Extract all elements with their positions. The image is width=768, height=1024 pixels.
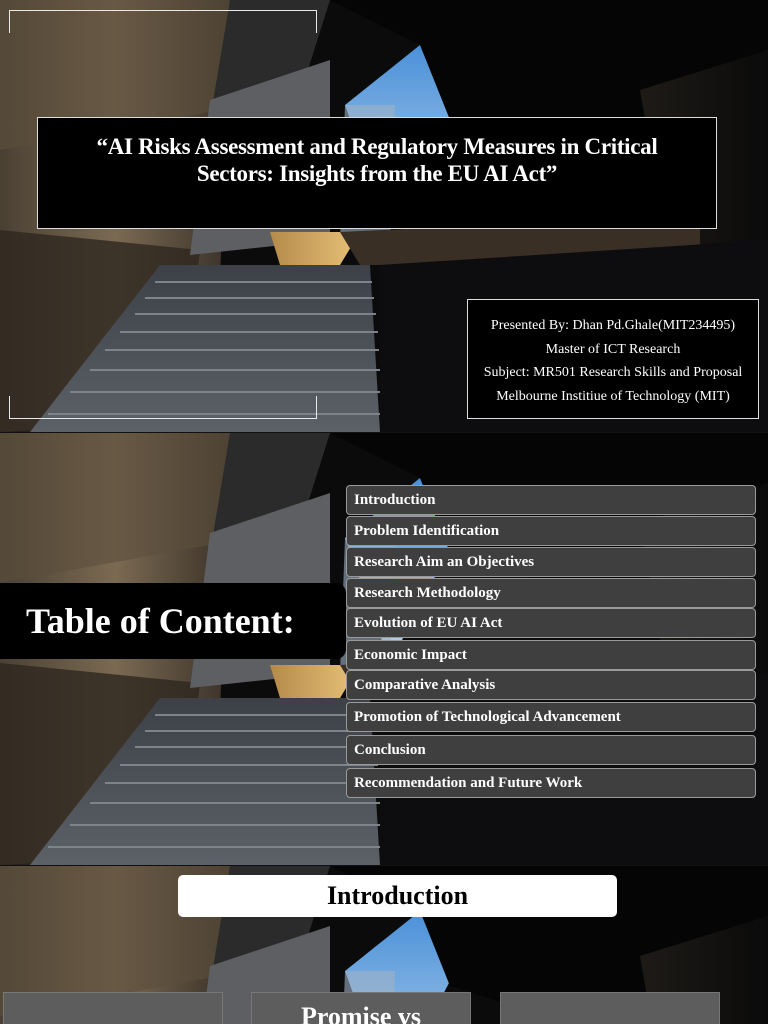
degree-program: Master of ICT Research [545,341,681,357]
presentation-title: “AI Risks Assessment and Regulatory Measures in Critical Sectors: Insights from the EU AI Act” [96,134,658,186]
toc-heading-box [0,583,346,659]
toc-item-problem-identification[interactable]: Problem Identification [346,516,756,546]
introduction-heading-box [178,875,617,917]
title-box [37,117,717,229]
toc-item-technological-advancement[interactable]: Promotion of Technological Advancement [346,702,756,732]
introduction-slide [0,866,768,1024]
toc-item-conclusion[interactable]: Conclusion [346,735,756,765]
toc-item-comparative-analysis[interactable]: Comparative Analysis [346,670,756,700]
toc-heading: Table of Content: [26,601,295,641]
toc-item-recommendation[interactable]: Recommendation and Future Work [346,768,756,798]
intro-card-middle-text: Promise vs [300,1002,422,1024]
institution-line: Melbourne Institiue of Technology (MIT) [496,388,730,404]
presenter-info-box [467,299,759,419]
intro-card-right [500,992,720,1024]
introduction-heading: Introduction [326,881,469,910]
toc-item-research-methodology[interactable]: Research Methodology [346,578,756,608]
toc-item-introduction[interactable]: Introduction [346,485,756,515]
decorative-frame-top [9,10,317,33]
intro-card-middle [251,992,471,1024]
subject-line: Subject: MR501 Research Skills and Proposal [483,365,743,380]
table-of-content-slide [0,433,768,865]
presenter-name: Presented By: Dhan Pd.Ghale(MIT234495) [490,318,736,333]
title-slide [0,0,768,432]
decorative-frame-bottom [9,396,317,419]
toc-item-evolution-eu-ai-act[interactable]: Evolution of EU AI Act [346,608,756,638]
toc-item-economic-impact[interactable]: Economic Impact [346,640,756,670]
intro-card-left [3,992,223,1024]
toc-item-research-aim[interactable]: Research Aim an Objectives [346,547,756,577]
